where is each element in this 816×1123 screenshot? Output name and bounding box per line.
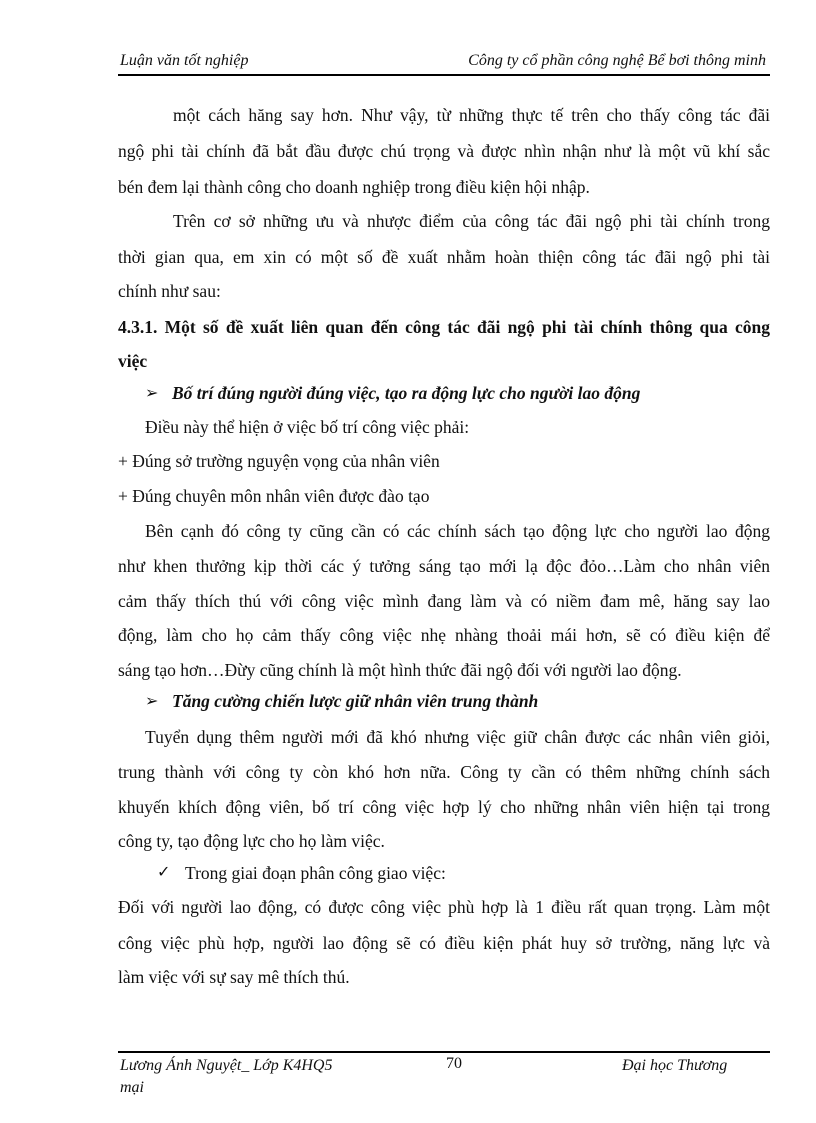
footer-left-cont: mại [120, 1079, 144, 1096]
body-line: công việc phù hợp, người lao động sẽ có điều kiện phát huy sở trường, năng lực và [118, 933, 770, 953]
page-number: 70 [446, 1055, 462, 1072]
body-line: chính như sau: [118, 281, 221, 301]
body-line: ngộ phi tài chính đã bắt đầu được chú trọng và được nhìn nhận như là một vũ khí sắc [118, 141, 770, 161]
body-line: Tuyển dụng thêm người mới đã khó nhưng việc giữ chân được các nhân viên giỏi, [145, 727, 770, 747]
body-line: công ty, tạo động lực cho họ làm việc. [118, 831, 385, 851]
list-item: + Đúng sở trường nguyện vọng của nhân viên [118, 451, 440, 471]
footer-divider [118, 1051, 770, 1053]
body-line: Điều này thể hiện ở việc bố trí công việc phải: [145, 417, 470, 437]
subheading: Bố trí đúng người đúng việc, tạo ra động lực cho người lao động [172, 383, 641, 403]
body-line: trung thành với công ty còn khó hơn nữa. Công ty cần có thêm những chính sách [118, 762, 770, 782]
body-line: sáng tạo hơn…Đừy cũng chính là một hình thức đãi ngộ đối với người lao động. [118, 660, 682, 680]
header-right: Công ty cổ phần công nghệ Bể bơi thông minh [468, 52, 766, 69]
arrow-bullet-icon: ➢ [145, 385, 159, 402]
checkmark-icon: ✓ [157, 864, 171, 881]
arrow-bullet-icon: ➢ [145, 693, 159, 710]
body-line: một cách hăng say hơn. Như vậy, từ những thực tế trên cho thấy công tác đãi [173, 105, 770, 125]
body-line: thời gian qua, em xin có một số đề xuất nhằm hoàn thiện công tác đãi ngộ phi tài [118, 247, 770, 267]
list-item: + Đúng chuyên môn nhân viên được đào tạo [118, 486, 430, 506]
check-item: Trong giai đoạn phân công giao việc: [185, 863, 446, 883]
page-header [118, 52, 770, 76]
body-line: Bên cạnh đó công ty cũng cần có các chính sách tạo động lực cho người lao động [145, 521, 770, 541]
body-line: cảm thấy thích thú với công việc mình đang làm và có niềm đam mê, hăng say lao [118, 591, 770, 611]
header-left: Luận văn tốt nghiệp [120, 52, 249, 69]
body-line: như khen thưởng kịp thời các ý tưởng sáng tạo mới lạ độc đỏo…Làm cho nhân viên [118, 556, 770, 576]
body-line: làm việc với sự say mê thích thú. [118, 967, 350, 987]
footer-left: Lương Ánh Nguyệt_ Lớp K4HQ5 [120, 1057, 333, 1074]
subheading: Tăng cường chiến lược giữ nhân viên trung thành [172, 691, 539, 711]
section-heading: 4.3.1. Một số đề xuất liên quan đến công tác đãi ngộ phi tài chính thông qua công [118, 317, 770, 337]
body-line: bén đem lại thành công cho doanh nghiệp trong điều kiện hội nhập. [118, 177, 590, 197]
footer-right: Đại học Thương [622, 1057, 728, 1074]
body-line: Đối với người lao động, có được công việc phù hợp là 1 điều rất quan trọng. Làm một [118, 897, 770, 917]
body-line: động, làm cho họ cảm thấy công việc nhẹ nhàng thoải mái hơn, sẽ có điều kiện để [118, 625, 770, 645]
body-line: khuyến khích động viên, bố trí công việc hợp lý cho những nhân viên hiện tại trong [118, 797, 770, 817]
body-line: Trên cơ sở những ưu và nhược điểm của công tác đãi ngộ phi tài chính trong [173, 211, 770, 231]
section-heading-cont: việc [118, 351, 148, 371]
